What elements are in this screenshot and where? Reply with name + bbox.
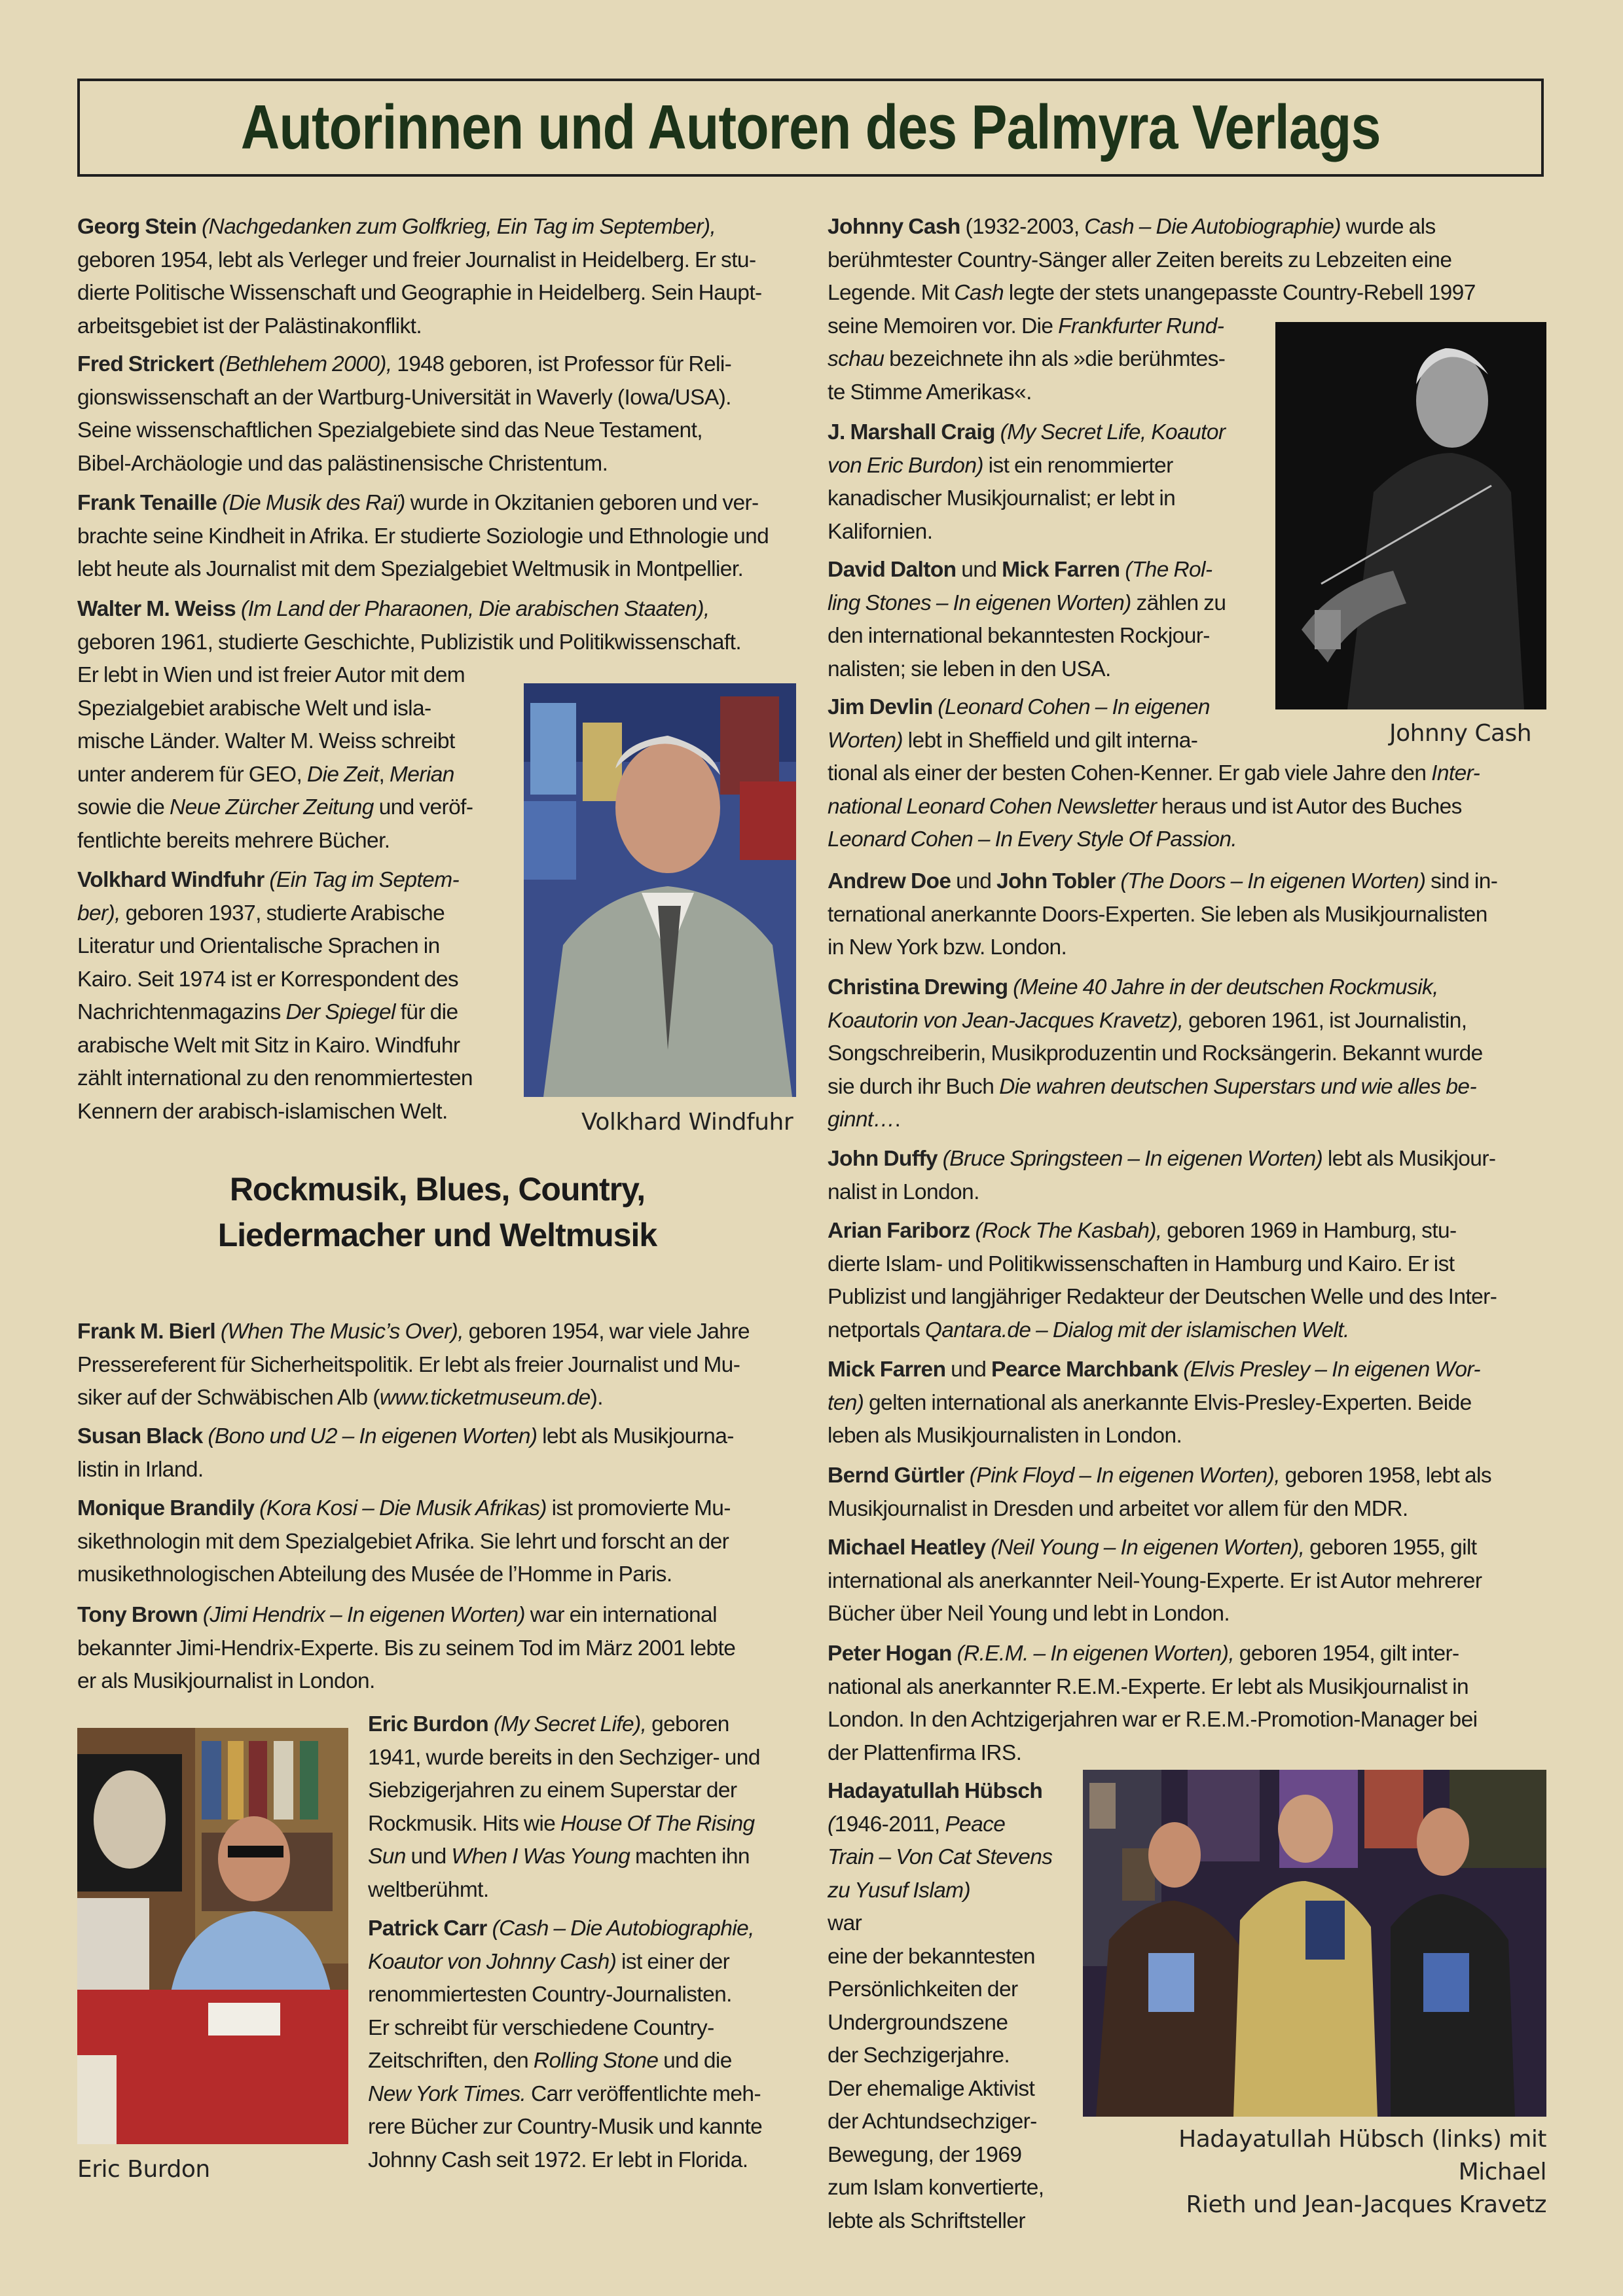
entry-craig: J. Marshall Craig (My Secret Life, Koautor von Eric Burdon) ist ein renommierter kanadischer Musikjournalist; er lebt in Kalifornien. <box>828 420 1226 544</box>
entry-fariborz: Arian Fariborz (Rock The Kasbah), geboren 1969 in Hamburg, stu- dierte Islam- und Politikwissenschaften in Hamburg und Kairo. Er ist Publizist und langjähriger Redakteur der Deutschen Welle und des Inter- netportals Qantara.de – Dialog mit der islamischen Welt. <box>828 1219 1497 1342</box>
section-heading-line-2: Liedermacher und Weltmusik <box>217 1217 657 1253</box>
page-title-box <box>77 79 1544 177</box>
entry-dalton: David Dalton und Mick Farren (The Rol- ling Stones – In eigenen Worten) zählen zu den international bekanntesten Rockjour- nalisten; sie leben in den USA. <box>828 558 1226 681</box>
entry-burdon: Eric Burdon (My Secret Life), geboren 1941, wurde bereits in den Sechziger- und Siebzigerjahren zu einem Superstar der Rockmusik. Hits wie House Of The Rising Sun und When I Was Young machten ihn weltberühmt. <box>368 1712 760 1902</box>
entry-heatley: Michael Heatley (Neil Young – In eigenen Worten), geboren 1955, gilt international als anerkannter Neil-Young-Experte. Er ist Autor mehrerer Bücher über Neil Young und lebt in London. <box>828 1535 1482 1626</box>
entry-strickert: Fred Strickert (Bethlehem 2000), 1948 geboren, ist Professor für Reli- gionswissenschaft an der Wartburg-Universität in Waverly (Iowa/USA). Seine wissenschaftlichen Spezialgebiete sind das Neue Testament, Bibel-Archäologie und das palästinensische Christentum. <box>77 352 732 476</box>
entry-windfuhr: Volkhard Windfuhr (Ein Tag im Septem- ber), geboren 1937, studierte Arabische Literatur und Orientalische Sprachen in Kairo. Seit 1974 ist er Korrespondent des Nachrichtenmagazins Der Spiegel für die arabische Welt mit Sitz in Kairo. Windfuhr zählt international zu den renommiertesten Kennern der arabisch-islamischen Welt. <box>77 868 473 1124</box>
caption-huebsch-line-1: Hadayatullah Hübsch (links) mit Michael <box>1178 2126 1546 2185</box>
entry-hogan: Peter Hogan (R.E.M. – In eigenen Worten), geboren 1954, gilt inter- national als anerkannter R.E.M.-Experte. Er lebt als Musikjournalist in London. In den Achtzigerjahren war er R.E.M.-Promotion-Manager bei der Plattenfirma IRS. <box>828 1641 1478 1765</box>
caption-windfuhr: Volkhard Windfuhr <box>581 1109 793 1136</box>
photo-volkhard-windfuhr <box>524 683 796 1097</box>
section-heading-line-1: Rockmusik, Blues, Country, <box>229 1171 646 1208</box>
entry-carr: Patrick Carr (Cash – Die Autobiographie, Koautor von Johnny Cash) ist einer der renommiertesten Country-Journalisten. Er schreibt für verschiedene Country- Zeitschriften, den Rolling Stone und die New York Times. Carr veröffentlichte meh- rere Bücher zur Country-Musik und kannte Johnny Cash seit 1972. Er lebt in Florida. <box>368 1916 763 2172</box>
entry-huebsch: Hadayatullah Hübsch (1946-2011, Peace Train – Von Cat Stevens zu Yusuf Islam) war eine der bekanntesten Persönlichkeiten der Undergroundszene der Sechzigerjahre. Der ehemalige Aktivist der Achtundsechziger- Bewegung, der 1969 zum Islam konvertierte, lebte als Schriftsteller <box>828 1779 1053 2233</box>
caption-huebsch-line-2: Rieth und Jean-Jacques Kravetz <box>1186 2191 1546 2218</box>
photo-hadayatullah-huebsch <box>1083 1770 1546 2117</box>
entry-farren: Mick Farren und Pearce Marchbank (Elvis Presley – In eigenen Wor- ten) gelten international als anerkannte Elvis-Presley-Experten. Beide leben als Musikjournalisten in London. <box>828 1357 1480 1448</box>
entry-devlin: Jim Devlin (Leonard Cohen – In eigenen Worten) lebt in Sheffield und gilt interna- tional als einer der besten Cohen-Kenner. Er gab viele Jahre den Inter- national Leonard Cohen Newsletter heraus und ist Autor des Buches Leonard Cohen – In Every Style Of Passion. <box>828 695 1480 852</box>
photo-eric-burdon <box>77 1728 348 2144</box>
section-heading-rockmusik <box>77 1166 797 1258</box>
entry-drewing: Christina Drewing (Meine 40 Jahre in der deutschen Rockmusik, Koautorin von Jean-Jacques Kravetz), geboren 1961, ist Journalistin, Songschreiberin, Musikproduzentin und Rocksängerin. Bekannt wurde sie durch ihr Buch Die wahren deutschen Superstars und wie alles be- ginnt…. <box>828 975 1483 1132</box>
entry-tenaille: Frank Tenaille (Die Musik des Raï) wurde in Okzitanien geboren und ver- brachte seine Kindheit in Afrika. Er studierte Soziologie und Ethnologie und lebt heute als Journalist mit dem Spezialgebiet Weltmusik in Montpellier. <box>77 491 769 581</box>
entry-brandily: Monique Brandily (Kora Kosi – Die Musik Afrikas) ist promovierte Mu- sikethnologin mit dem Spezialgebiet Afrika. Sie lehrt und forscht an der musikethnologischen Abteilung des Musée de l’Homme in Paris. <box>77 1496 731 1587</box>
entry-doe: Andrew Doe und John Tobler (The Doors – In eigenen Worten) sind in- ternational anerkannte Doors-Experten. Sie leben als Musikjournalisten in New York bzw. London. <box>828 869 1498 960</box>
entry-cash: Johnny Cash (1932-2003, Cash – Die Autobiographie) wurde als berühmtester Country-Sänger aller Zeiten bereits zu Lebzeiten eine Legende. Mit Cash legte der stets unangepasste Country-Rebell 1997 seine Memoiren vor. Die Frankfurter Rund- schau bezeichnete ihn als »die berühmtes- te Stimme Amerikas«. <box>828 215 1476 404</box>
entry-guertler: Bernd Gürtler (Pink Floyd – In eigenen Worten), geboren 1958, lebt als Musikjournalist in Dresden und arbeitet vor allem für den MDR. <box>828 1463 1491 1521</box>
entry-brown: Tony Brown (Jimi Hendrix – In eigenen Worten) war ein international bekannter Jimi-Hendrix-Experte. Bis zu seinem Tod im März 2001 lebte er als Musikjournalist in London. <box>77 1603 736 1693</box>
entry-weiss: Walter M. Weiss (Im Land der Pharaonen, Die arabischen Staaten), geboren 1961, studierte Geschichte, Publizistik und Politikwissenschaft. Er lebt in Wien und ist freier Autor mit dem Spezialgebiet arabische Welt und isla- mische Länder. Walter M. Weiss schreibt unter anderem für GEO, Die Zeit, Merian sowie die Neue Zürcher Zeitung und veröf- fentlichte bereits mehrere Bücher. <box>77 597 742 853</box>
entry-duffy: John Duffy (Bruce Springsteen – In eigenen Worten) lebt als Musikjour- nalist in London. <box>828 1147 1496 1204</box>
entry-black: Susan Black (Bono und U2 – In eigenen Worten) lebt als Musikjourna- listin in Irland. <box>77 1424 734 1482</box>
caption-huebsch <box>1089 2123 1546 2221</box>
entry-bierl: Frank M. Bierl (When The Music’s Over), geboren 1954, war viele Jahre Pressereferent für Sicherheitspolitik. Er lebt als freier Journalist und Mu- siker auf der Schwäbischen Alb (www.ticketmuseum.de). <box>77 1319 750 1410</box>
entry-stein: Georg Stein (Nachgedanken zum Golfkrieg, Ein Tag im September), geboren 1954, lebt als Verleger und freier Journalist in Heidelberg. Er stu- dierte Politische Wissenschaft und Geographie in Heidelberg. Sein Haupt- arbeitsgebiet ist der Palästinakonflikt. <box>77 215 762 338</box>
photo-johnny-cash <box>1275 322 1546 709</box>
caption-burdon: Eric Burdon <box>77 2156 210 2183</box>
caption-cash: Johnny Cash <box>1389 720 1532 747</box>
page-title: Autorinnen und Autoren des Palmyra Verlags <box>240 92 1381 162</box>
